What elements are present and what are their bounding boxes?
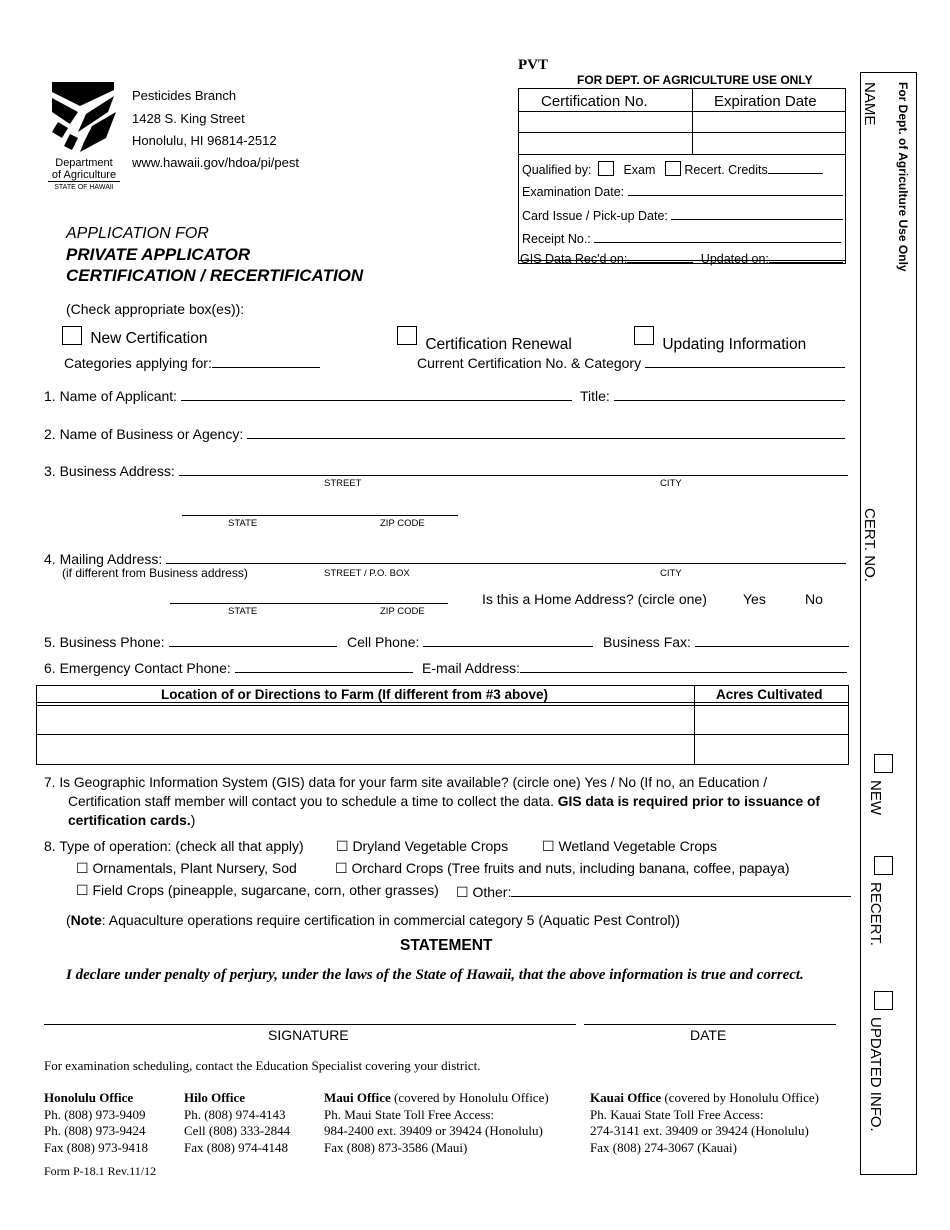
farm-location-cell-1[interactable] xyxy=(37,706,693,733)
office-maui-line1: Ph. Maui State Toll Free Access: xyxy=(324,1106,494,1122)
email-field[interactable] xyxy=(520,658,847,673)
side-new-label: NEW xyxy=(867,780,884,815)
business-state-caption: STATE xyxy=(228,518,258,529)
date-line[interactable] xyxy=(584,1024,836,1025)
branch-web: www.hawaii.gov/hdoa/pi/pest xyxy=(132,155,299,170)
office-maui xyxy=(324,1090,549,1156)
office-kauai xyxy=(590,1090,819,1156)
business-zip-caption: ZIP CODE xyxy=(380,518,425,529)
branch-name: Pesticides Branch xyxy=(132,88,237,103)
office-hilo-name: Hilo Office xyxy=(184,1090,246,1105)
cert-no-header: Certification No. xyxy=(541,93,648,110)
exam-label: Exam xyxy=(623,163,656,177)
pvt-label: PVT xyxy=(518,57,548,73)
title-field[interactable] xyxy=(614,386,845,401)
applicant-name-field[interactable] xyxy=(181,386,572,401)
signature-caption: SIGNATURE xyxy=(268,1027,349,1043)
date-caption: DATE xyxy=(690,1027,727,1043)
title-row xyxy=(580,386,845,404)
business-address-row xyxy=(44,461,848,479)
office-hilo-line3: Fax (808) 974-4148 xyxy=(184,1139,288,1155)
categories-row xyxy=(64,353,320,371)
acres-header: Acres Cultivated xyxy=(716,687,823,702)
card-issue-row xyxy=(522,205,843,223)
applicant-name-row xyxy=(44,386,572,404)
side-name-label: NAME xyxy=(861,82,878,126)
ornamentals-option[interactable]: ☐ Ornamentals, Plant Nursery, Sod xyxy=(76,860,297,876)
cell-label: Cell Phone: xyxy=(347,634,420,650)
q7-line2-bold: GIS data is required prior to issuance of xyxy=(557,794,820,809)
mailing-address-row xyxy=(44,549,846,567)
note-bold: Note xyxy=(70,912,102,928)
department-logo xyxy=(48,78,120,190)
side-updated-checkbox[interactable] xyxy=(874,991,893,1010)
office-hilo-line2: Cell (808) 333-2844 xyxy=(184,1123,291,1138)
office-hilo xyxy=(184,1090,290,1156)
business-name-row xyxy=(44,424,845,442)
orchard-option[interactable]: ☐ Orchard Crops (Tree fruits and nuts, including banana, coffee, papaya) xyxy=(335,860,790,876)
side-recert-checkbox[interactable] xyxy=(874,856,893,875)
acres-cell-1[interactable] xyxy=(695,706,848,733)
categories-line[interactable] xyxy=(212,353,320,368)
phone-row xyxy=(44,632,337,650)
statement-heading: STATEMENT xyxy=(400,937,493,954)
qualified-by-row xyxy=(522,159,823,177)
recert-credits-line[interactable] xyxy=(768,159,823,174)
card-issue-label: Card Issue / Pick-up Date: xyxy=(522,209,668,223)
exp-date-header: Expiration Date xyxy=(714,93,817,110)
statement-declaration: I declare under penalty of perjury, under the laws of the State of Hawaii, that the above information is true and correct. xyxy=(66,967,804,983)
renewal-checkbox[interactable] xyxy=(397,326,417,345)
logo-text-agriculture: of Agriculture xyxy=(48,169,120,182)
check-instruction: (Check appropriate box(es)): xyxy=(66,301,245,317)
current-cert-row xyxy=(417,353,845,371)
updating-label: Updating Information xyxy=(662,336,807,353)
other-row xyxy=(456,882,851,901)
q6-label: 6. Emergency Contact Phone: xyxy=(44,660,231,676)
agriculture-logo-icon xyxy=(48,78,120,154)
note-open: ( xyxy=(66,912,71,928)
renewal-label: Certification Renewal xyxy=(425,336,572,353)
mailing-zip-caption: ZIP CODE xyxy=(380,606,425,617)
business-state-zip-field[interactable] xyxy=(182,515,458,516)
signature-line[interactable] xyxy=(44,1024,576,1025)
email-label: E-mail Address: xyxy=(422,660,521,676)
updating-option xyxy=(634,326,806,354)
q7-line3-close: ) xyxy=(190,813,196,828)
office-maui-line2: 984-2400 ext. 39409 or 39424 (Honolulu) xyxy=(324,1123,543,1138)
q3-label: 3. Business Address: xyxy=(44,463,175,479)
side-dept-only-label: For Dept. of Agriculture Use Only xyxy=(896,82,910,272)
branch-street: 1428 S. King Street xyxy=(132,111,245,126)
renewal-option xyxy=(397,326,572,354)
current-cert-line[interactable] xyxy=(645,353,845,368)
mailing-street-field[interactable] xyxy=(166,549,846,564)
q1-label: 1. Name of Applicant: xyxy=(44,388,178,404)
side-recert-label: RECERT. xyxy=(867,882,884,946)
mailing-street-caption: STREET / P.O. BOX xyxy=(324,568,410,579)
aquaculture-note xyxy=(66,912,680,928)
side-new-checkbox[interactable] xyxy=(874,754,893,773)
recert-credits-checkbox[interactable] xyxy=(665,161,681,176)
categories-label: Categories applying for: xyxy=(64,355,212,371)
title-line2: PRIVATE APPLICATOR xyxy=(66,245,251,264)
gis-row xyxy=(520,248,843,266)
office-honolulu xyxy=(44,1090,148,1156)
form-number: Form P-18.1 Rev.11/12 xyxy=(44,1164,157,1178)
business-name-field[interactable] xyxy=(247,424,845,439)
fax-label: Business Fax: xyxy=(603,634,691,650)
exam-date-row xyxy=(522,181,843,199)
field-crops-option[interactable]: ☐ Field Crops (pineapple, sugarcane, corn, other grasses) xyxy=(76,882,439,898)
emergency-row xyxy=(44,658,413,676)
logo-text-state: STATE OF HAWAII xyxy=(54,184,114,191)
business-street-caption: STREET xyxy=(324,478,362,489)
office-hilo-line1: Ph. (808) 974-4143 xyxy=(184,1106,286,1122)
office-honolulu-line1: Ph. (808) 973-9409 xyxy=(44,1106,146,1122)
q7-line3 xyxy=(68,813,195,828)
new-cert-checkbox[interactable] xyxy=(62,326,82,345)
office-kauai-name: Kauai Office xyxy=(590,1090,662,1105)
cell-row xyxy=(347,632,593,650)
office-honolulu-name: Honolulu Office xyxy=(44,1090,134,1105)
q7-line2-text: Certification staff member will contact you to schedule a time to collect the data. xyxy=(68,794,558,809)
title-line3: CERTIFICATION / RECERTIFICATION xyxy=(66,266,364,285)
mailing-city-caption: CITY xyxy=(660,568,682,579)
exam-checkbox[interactable] xyxy=(598,161,614,176)
farm-location-cell-2[interactable] xyxy=(37,735,693,764)
home-no-option[interactable]: No xyxy=(805,591,823,607)
title-label: Title: xyxy=(580,388,610,404)
new-cert-option xyxy=(62,326,207,348)
business-city-caption: CITY xyxy=(660,478,682,489)
q7-line3-bold: certification cards. xyxy=(68,813,191,828)
title-line1: APPLICATION FOR xyxy=(66,225,209,242)
updated-on-line[interactable] xyxy=(769,248,843,263)
office-maui-name: Maui Office xyxy=(324,1090,391,1105)
dept-use-only-label: FOR DEPT. OF AGRICULTURE USE ONLY xyxy=(577,73,813,87)
recert-credits-label: Recert. Credits xyxy=(684,163,768,177)
emergency-phone-field[interactable] xyxy=(235,658,413,673)
receipt-row xyxy=(522,228,841,246)
q7-line1: 7. Is Geographic Information System (GIS) data for your farm site available? (circle one) Yes / No (If no, an Education / xyxy=(44,775,768,790)
gis-recd-label: GIS Data Rec'd on: xyxy=(520,252,628,266)
mailing-state-zip-field[interactable] xyxy=(170,603,448,604)
updating-checkbox[interactable] xyxy=(634,326,654,345)
logo-text-department: Department xyxy=(55,157,113,169)
fax-row xyxy=(603,632,849,650)
updated-on-label: Updated on: xyxy=(700,252,769,266)
office-honolulu-line3: Fax (808) 973-9418 xyxy=(44,1139,148,1155)
branch-city: Honolulu, HI 96814-2512 xyxy=(132,133,277,148)
current-cert-label: Current Certification No. & Category xyxy=(417,355,642,371)
business-street-field[interactable] xyxy=(179,461,848,476)
q4-label: 4. Mailing Address: xyxy=(44,551,163,567)
dryland-option[interactable]: ☐ Dryland Vegetable Crops xyxy=(336,838,509,854)
office-kauai-line1: Ph. Kauai State Toll Free Access: xyxy=(590,1106,764,1122)
office-maui-note: (covered by Honolulu Office) xyxy=(390,1090,549,1105)
receipt-label: Receipt No.: xyxy=(522,232,591,246)
email-row xyxy=(422,658,847,676)
q2-label: 2. Name of Business or Agency: xyxy=(44,426,244,442)
home-yes-option[interactable]: Yes xyxy=(743,591,766,607)
mailing-state-caption: STATE xyxy=(228,606,258,617)
office-kauai-line3: Fax (808) 274-3067 (Kauai) xyxy=(590,1139,737,1155)
side-cert-no-label: CERT. NO. xyxy=(861,508,878,582)
acres-cell-2[interactable] xyxy=(695,735,848,764)
q8-label: 8. Type of operation: (check all that apply) xyxy=(44,838,304,854)
office-kauai-line2: 274-3141 ext. 39409 or 39424 (Honolulu) xyxy=(590,1123,809,1138)
side-updated-label: UPDATED INFO. xyxy=(867,1017,884,1132)
business-fax-field[interactable] xyxy=(695,632,849,647)
wetland-option[interactable]: ☐ Wetland Vegetable Crops xyxy=(542,838,717,854)
office-honolulu-line2: Ph. (808) 973-9424 xyxy=(44,1123,146,1138)
exam-date-line[interactable] xyxy=(628,181,843,196)
gis-recd-line[interactable] xyxy=(627,248,693,263)
home-address-question: Is this a Home Address? (circle one) xyxy=(482,591,707,607)
office-kauai-note: (covered by Honolulu Office) xyxy=(661,1090,820,1105)
business-phone-field[interactable] xyxy=(169,632,337,647)
new-cert-label: New Certification xyxy=(90,330,208,347)
other-field[interactable] xyxy=(511,882,851,897)
farm-location-header: Location of or Directions to Farm (If different from #3 above) xyxy=(161,687,549,702)
cell-phone-field[interactable] xyxy=(423,632,593,647)
note-text: : Aquaculture operations require certification in commercial category 5 (Aquatic Pest Control)) xyxy=(101,912,680,928)
q5-label: 5. Business Phone: xyxy=(44,634,165,650)
card-issue-line[interactable] xyxy=(671,205,843,220)
exam-date-label: Examination Date: xyxy=(522,185,625,199)
q7-line2 xyxy=(68,794,820,809)
mailing-if-different: (if different from Business address) xyxy=(62,566,248,580)
scheduling-note: For examination scheduling, contact the Education Specialist covering your district. xyxy=(44,1058,481,1073)
office-maui-line3: Fax (808) 873-3586 (Maui) xyxy=(324,1139,468,1155)
receipt-line[interactable] xyxy=(594,228,841,243)
other-option[interactable]: ☐ Other: xyxy=(456,884,512,900)
qualified-by-label: Qualified by: xyxy=(522,163,592,177)
